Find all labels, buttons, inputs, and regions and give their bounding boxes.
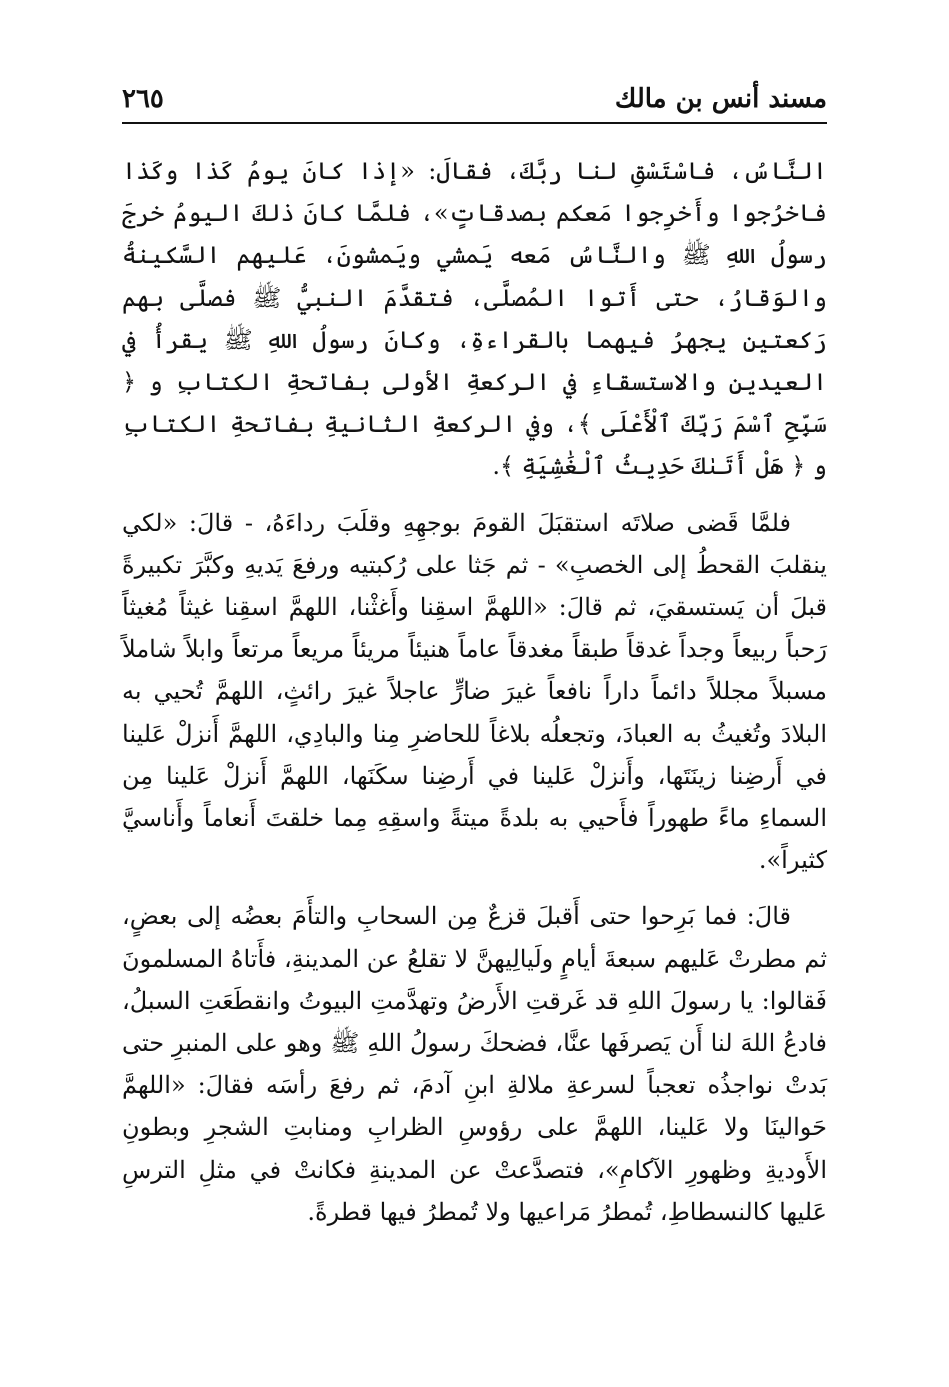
page-number: ٢٦٥ — [122, 84, 164, 114]
book-title: مسند أنس بن مالك — [614, 84, 827, 114]
page-header — [122, 80, 827, 124]
paragraph-2: فلمَّا قَضى صلاتَه استقبَلَ القومَ بوجهِهِ وقلَبَ رداءَهُ، - قالَ: «لكي ينقلبَ القحطُ إلى الخصبِ» - ثم جَثا على رُكبتيه ورفعَ يَديهِ وكبَّرَ تكبيرةً قبلَ أن يَستسقيَ، ثم قالَ: «اللهمَّ اسقِنا وأَغثْنا، اللهمَّ اسقِنا غيثاً مُغيثاً رَحباً ربيعاً وجداً غدقاً طبقاً مغدقاً عاماً هنيئاً مريئاً مريعاً مرتعاً وابلاً شاملاً مسبلاً مجللاً دائماً داراً نافعاً غيرَ ضارٍّ عاجلاً غيرَ رائثٍ، اللهمَّ تُحيي به البلادَ وتُغيثُ به العبادَ، وتجعلُه بلاغاً للحاضرِ مِنا والبادِي، اللهمَّ أَنزلْ عَلينا في أَرضِنا زينَتَها، وأَنزلْ عَلينا في أَرضِنا سكَنَها، اللهمَّ أَنزلْ عَلينا مِن السماءِ ماءً طهوراً فأَحيي به بلدةً ميتةً واسقِهِ مِما خلقتَ أَنعاماً وأَناسيَّ كثيراً». — [122, 508, 827, 875]
paragraph-1: النَّاسُ، فاسْتَسْقِ لنا ربَّكَ، فقالَ: «إذا كانَ يومُ كَذا وكَذا فاخرُجوا وأَخرِجوا مَعكم بصدقاتٍ»، فلمَّا كانَ ذلكَ اليومُ خرجَ رسولُ اللهِ ﷺ والنَّاسُ مَعه يَمشي ويَمشونَ، عَليهم السَّكينةُ والوَقارُ، حتى أَتوا المُصلَّى، فتقدَّمَ النبيُّ ﷺ فصلَّى بهم رَكعتينِ يجهرُ فيهما بالقراءةِ، وكانَ رسولُ اللهِ ﷺ يقرأُ في العيدينِ والاستسقاءِ في الركعةِ الأولى بفاتحةِ الكتابِ و ﴿ سَبِّحِ ٱسْمَ رَبِّكَ ٱلْأَعْلَى ﴾، وفي الركعةِ الثانيةِ بفاتحةِ الكتابِ و ﴿ هَلْ أَتَىٰكَ حَدِيثُ ٱلْغَٰشِيَةِ ﴾. — [122, 157, 827, 481]
paragraph-3: قالَ: فما بَرِحوا حتى أَقبلَ قزعٌ مِن السحابِ والتأَمَ بعضُه إلى بعضٍ، ثم مطرتْ عَليهم سبعةَ أيامٍ ولَيالِيهنَّ لا تقلعُ عن المدينةِ، فأَتاهُ المسلمونَ فَقالوا: يا رسولَ اللهِ قد غَرقتِ الأَرضُ وتهدَّمتِ البيوتُ وانقطَعَتِ السبلُ، فادعُ اللهَ لنا أَن يَصرفَها عنَّا، فضحكَ رسولُ اللهِ ﷺ وهو على المنبرِ حتى بَدتْ نواجذُه تعجباً لسرعةِ ملالةِ ابنِ آدمَ، ثم رفعَ رأسَه فقالَ: «اللهمَّ حَوالينَا ولا عَلينا، اللهمَّ على رؤوسِ الظرابِ ومنابتِ الشجرِ وبطونِ الأَوديةِ وظهورِ الآكامِ»، فتصدَّعتْ عن المدينةِ فكانتْ في مثلِ الترسِ عَليها كالنسطاطِ، تُمطرُ مَراعيها ولا تُمطرُ فيها قطرةً. — [122, 902, 827, 1226]
body-text — [122, 150, 827, 1233]
header-rule — [122, 122, 827, 124]
